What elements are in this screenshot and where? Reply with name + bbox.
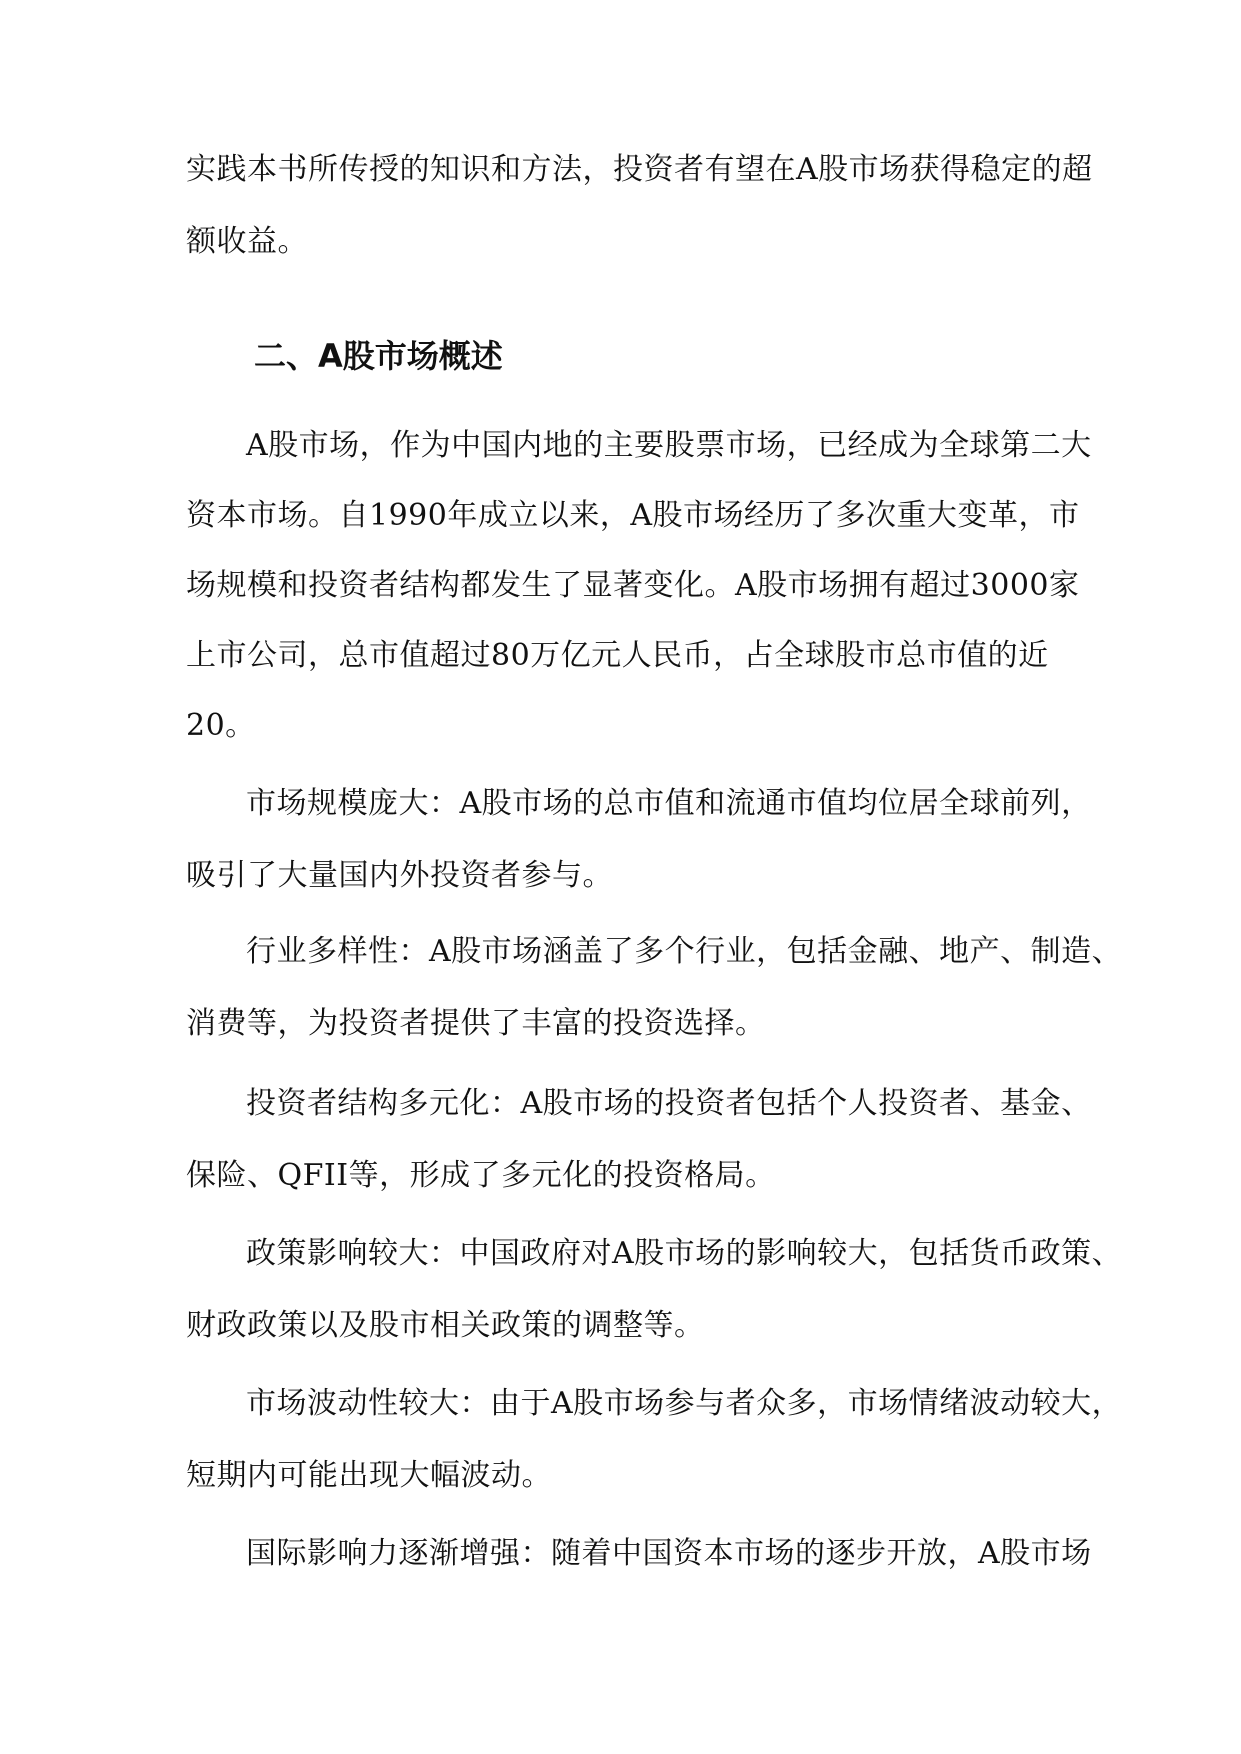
- paragraph-line: 短期内可能出现大幅波动。: [186, 1458, 552, 1493]
- paragraph-line: 财政政策以及股市相关政策的调整等。: [186, 1308, 705, 1343]
- section-heading: 二、A股市场概述: [254, 337, 503, 375]
- intro-line: 实践本书所传授的知识和方法，投资者有望在A股市场获得稳定的超: [186, 152, 1093, 187]
- paragraph-line: 市场规模庞大：A股市场的总市值和流通市值均位居全球前列，: [246, 786, 1092, 821]
- paragraph-line: 国际影响力逐渐增强：随着中国资本市场的逐步开放，A股市场: [246, 1536, 1092, 1571]
- paragraph-line: A股市场，作为中国内地的主要股票市场，已经成为全球第二大: [246, 428, 1092, 463]
- paragraph-line: 消费等，为投资者提供了丰富的投资选择。: [186, 1006, 766, 1041]
- intro-line: 额收益。: [186, 224, 308, 259]
- paragraph-line: 资本市场。自1990年成立以来，A股市场经历了多次重大变革，市: [186, 498, 1080, 533]
- paragraph-line: 保险、QFII等，形成了多元化的投资格局。: [186, 1158, 776, 1193]
- paragraph-line: 行业多样性：A股市场涵盖了多个行业，包括金融、地产、制造、: [246, 934, 1123, 969]
- paragraph-line: 20。: [186, 708, 256, 743]
- paragraph-line: 上市公司，总市值超过80万亿元人民币，占全球股市总市值的近: [186, 638, 1049, 673]
- paragraph-line: 政策影响较大：中国政府对A股市场的影响较大，包括货币政策、: [246, 1236, 1123, 1271]
- paragraph-line: 场规模和投资者结构都发生了显著变化。A股市场拥有超过3000家: [186, 568, 1080, 603]
- paragraph-line: 市场波动性较大：由于A股市场参与者众多，市场情绪波动较大，: [246, 1386, 1123, 1421]
- paragraph-line: 投资者结构多元化：A股市场的投资者包括个人投资者、基金、: [246, 1086, 1092, 1121]
- paragraph-line: 吸引了大量国内外投资者参与。: [186, 858, 613, 893]
